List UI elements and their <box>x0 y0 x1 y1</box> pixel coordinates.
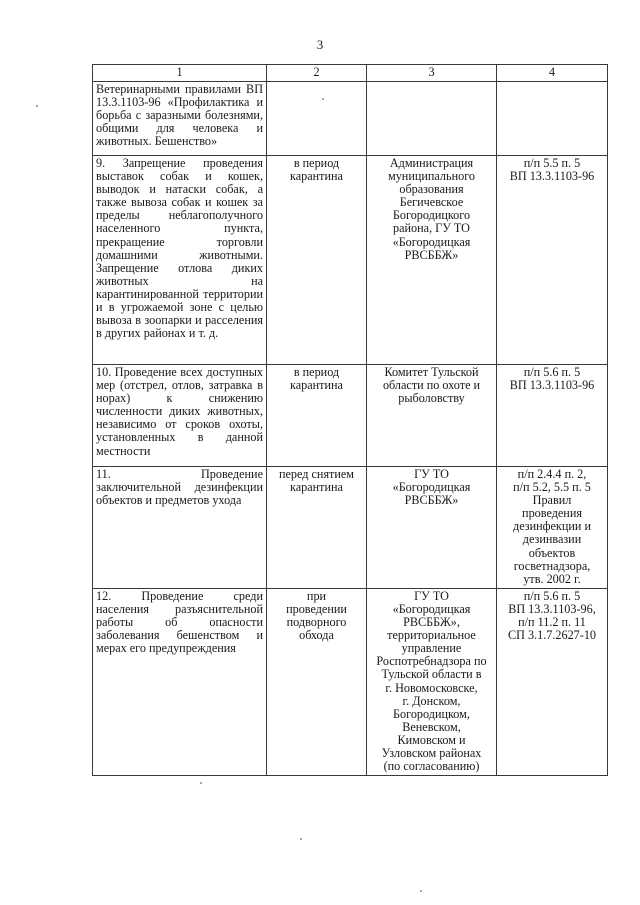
measure-cell <box>93 156 267 365</box>
executor-cell-text: ГУ ТО «Богородицкая РВСББЖ», территориальное управление Роспотребнадзора по Тульской области в г. Новомосковске, г. Донском, Богородицком, Веневском, Кимовском и Узловском районах (по согласованию) <box>376 588 487 774</box>
period-cell <box>267 82 367 156</box>
table-row <box>93 588 608 775</box>
scan-speck <box>420 890 422 892</box>
measure-cell-text: 9. Запрещение проведения выставок собак и кошек, выводок и натаски собак, а также вывоза собак и кошек за пределы неблагополучного населенного пункта, прекращение торговли домашними животными. Запрещение отлова диких животных на карантинированной территории и в угрожаемой зоне с целью вывоза в зоопарки и расселения в других районах и т. д. <box>96 156 263 341</box>
period-cell <box>267 467 367 589</box>
measure-cell-text: 11. Проведение заключительной дезинфекции объектов и предметов ухода <box>96 467 263 508</box>
table-row <box>93 467 608 589</box>
executor-cell <box>367 156 497 365</box>
executor-cell <box>367 365 497 467</box>
header-cell-4: 4 <box>497 65 608 82</box>
period-cell-text: в период карантина <box>290 365 343 393</box>
header-cell-3: 3 <box>367 65 497 82</box>
scan-speck <box>300 838 302 840</box>
scan-speck <box>200 782 202 784</box>
executor-cell <box>367 467 497 589</box>
measure-cell <box>93 467 267 589</box>
period-cell-text: перед снятием карантина <box>278 467 355 495</box>
header-cell-1: 1 <box>93 65 267 82</box>
measures-table <box>92 64 608 776</box>
period-cell <box>267 365 367 467</box>
executor-cell <box>367 588 497 775</box>
basis-cell <box>497 365 608 467</box>
header-cell-2: 2 <box>267 65 367 82</box>
scan-speck <box>322 98 324 100</box>
period-cell <box>267 156 367 365</box>
table-row <box>93 156 608 365</box>
executor-cell-text: Администрация муниципального образования Бегичевское Богородицкого района, ГУ ТО «Богородицкая РВСББЖ» <box>388 156 475 262</box>
page-number: 3 <box>316 37 324 52</box>
period-cell <box>267 588 367 775</box>
measure-cell <box>93 365 267 467</box>
basis-cell-text: п/п 5.6 п. 5 ВП 13.3.1103-96, п/п 11.2 п. 11 СП 3.1.7.2627-10 <box>507 588 597 643</box>
basis-cell-text: п/п 5.6 п. 5 ВП 13.3.1103-96 <box>509 365 595 393</box>
basis-cell-text: п/п 2.4.4 п. 2, п/п 5.2, 5.5 п. 5 Правил проведения дезинфекции и дезинвазии объектов госветнадзора, утв. 2002 г. <box>513 467 591 586</box>
executor-cell <box>367 82 497 156</box>
table-row <box>93 365 608 467</box>
measure-cell-text: 10. Проведение всех доступных мер (отстрел, отлов, затравка в норах) к снижению численности диких животных, независимо от сроков охоты, установленных в данной местности <box>96 365 263 458</box>
basis-cell <box>497 588 608 775</box>
basis-cell <box>497 82 608 156</box>
table-header-row <box>93 65 608 82</box>
measure-cell-text: Ветеринарными правилами ВП 13.3.1103-96 «Профилактика и борьба с заразными болезнями, общими для человека и животных. Бешенство» <box>96 82 263 149</box>
measure-cell-text: 12. Проведение среди населения разъяснительной работы об опасности заболевания бешенством и мерах его предупреждения <box>96 588 263 656</box>
table-row <box>93 82 608 156</box>
basis-cell <box>497 467 608 589</box>
basis-cell-text: п/п 5.5 п. 5 ВП 13.3.1103-96 <box>509 156 595 184</box>
executor-cell-text: Комитет Тульской области по охоте и рыболовству <box>382 365 481 406</box>
period-cell-text: при проведении подворного обхода <box>286 588 347 643</box>
period-cell-text: в период карантина <box>290 156 343 184</box>
executor-cell-text: ГУ ТО «Богородицкая РВСББЖ» <box>392 467 471 508</box>
table-body <box>93 65 608 776</box>
scan-speck <box>36 105 38 107</box>
measure-cell <box>93 588 267 775</box>
basis-cell <box>497 156 608 365</box>
measure-cell <box>93 82 267 156</box>
